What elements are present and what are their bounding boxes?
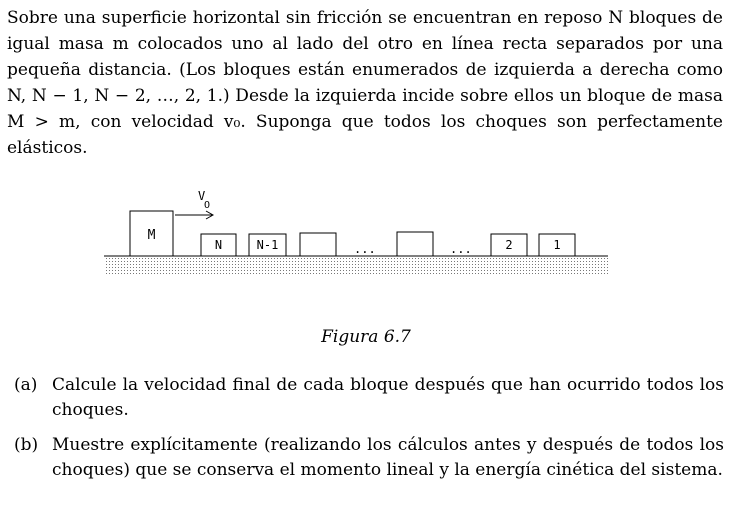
block-1 [539, 234, 575, 256]
block-big-m-label: M [147, 228, 156, 243]
block-unlabeled-2 [397, 232, 433, 256]
block-unlabeled-1 [300, 233, 336, 256]
block-n-label: N [214, 238, 223, 252]
ellipsis-2: ... [450, 242, 472, 256]
question-b [14, 433, 724, 483]
block-n-minus-1-label: N-1 [256, 238, 279, 252]
floor-surface [104, 256, 608, 276]
block-2 [491, 234, 527, 256]
velocity-indicator [175, 189, 213, 219]
block-n-minus-1 [249, 234, 286, 256]
block-n [201, 234, 236, 256]
block-big-m [130, 211, 173, 256]
question-a [14, 373, 724, 423]
ellipsis-1: ... [354, 242, 376, 256]
problem-statement: Sobre una superficie horizontal sin fricción se encuentran en reposo N bloques de igual masa m colocados uno al lado del otro en línea recta separados por una pequeña distancia. (Los bloques están enumerados de izquierda a derecha como N, N − 1, N − 2, …, 2, 1.) Desde la izquierda incide sobre ellos un bloque de masa M > m, con velocidad v₀. Suponga que todos los choques son perfectamente elásticos. [7, 8, 723, 158]
velocity-subscript: O [204, 200, 211, 211]
figure-blocks-diagram [100, 186, 610, 281]
question-a-text: Calcule la velocidad final de cada bloque después que han ocurrido todos los choques. [52, 375, 724, 420]
velocity-label: V [198, 189, 206, 203]
block-2-label: 2 [505, 238, 513, 252]
question-b-text: Muestre explícitamente (realizando los cálculos antes y después de todos los choques) que se conserva el momento lineal y la energía cinética del sistema. [52, 435, 724, 480]
question-b-label: (b) [14, 435, 39, 455]
question-a-label: (a) [14, 375, 38, 395]
block-1-label: 1 [553, 238, 561, 252]
figure-caption: Figura 6.7 [321, 327, 411, 347]
